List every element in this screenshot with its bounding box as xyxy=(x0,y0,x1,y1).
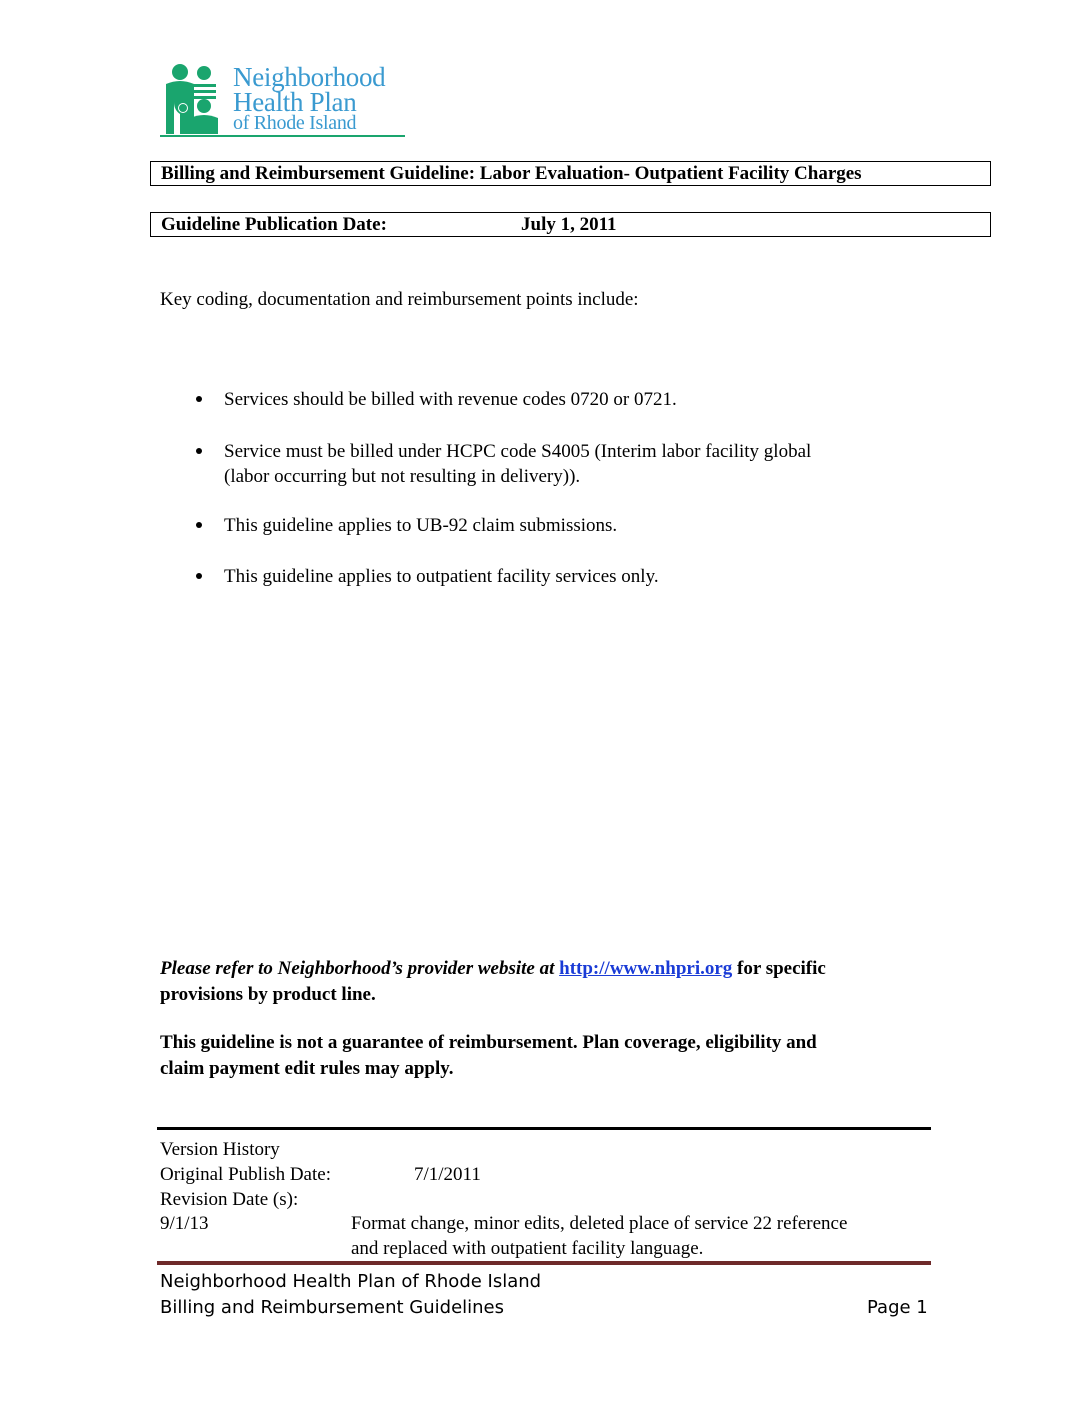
bullet-line: Service must be billed under HCPC code S4005 (Interim labor facility global xyxy=(224,441,812,462)
bullet-item xyxy=(224,439,924,489)
original-publish-value: 7/1/2011 xyxy=(414,1164,481,1185)
revision-date: 9/1/13 xyxy=(160,1213,209,1234)
revision-line-1: Format change, minor edits, deleted place of service 22 reference xyxy=(351,1213,848,1234)
guarantee-line-2: claim payment edit rules may apply. xyxy=(160,1058,454,1079)
bullet-dot-icon xyxy=(196,396,202,402)
publication-date-label: Guideline Publication Date: xyxy=(161,214,387,235)
bullet-line: This guideline applies to UB-92 claim submissions. xyxy=(224,515,618,536)
revision-description xyxy=(351,1211,847,1261)
guarantee-note xyxy=(160,1030,920,1082)
footer-organization: Neighborhood Health Plan of Rhode Island xyxy=(160,1271,542,1292)
original-publish-label: Original Publish Date: xyxy=(160,1164,331,1185)
logo-line-3: of Rhode Island xyxy=(233,112,357,134)
bullet-item xyxy=(224,513,924,538)
version-history-top-rule xyxy=(157,1127,931,1130)
bullet-dot-icon xyxy=(196,448,202,454)
bullet-dot-icon xyxy=(196,573,202,579)
bullet-dot-icon xyxy=(196,522,202,528)
footer-document-type: Billing and Reimbursement Guidelines xyxy=(160,1297,505,1318)
intro-text: Key coding, documentation and reimbursement points include: xyxy=(160,289,639,310)
publication-date-box xyxy=(150,212,991,237)
refer-line-2: provisions by product line. xyxy=(160,984,376,1005)
bullet-item xyxy=(224,564,924,589)
refer-prefix: Please refer to Neighborhood’s provider website at xyxy=(160,958,555,979)
publication-date-value: July 1, 2011 xyxy=(521,214,617,235)
provider-website-link[interactable]: http://www.nhpri.org xyxy=(559,958,733,979)
logo-line-1: Neighborhood xyxy=(233,62,386,92)
bullet-item xyxy=(224,387,924,412)
page-number: Page 1 xyxy=(867,1297,928,1318)
refer-note xyxy=(160,956,920,1008)
logo-line-2: Health Plan xyxy=(233,87,357,117)
guarantee-line-1: This guideline is not a guarantee of reimbursement. Plan coverage, eligibility and xyxy=(160,1032,817,1053)
footer-divider xyxy=(157,1261,931,1265)
version-history-heading: Version History xyxy=(160,1139,280,1160)
guideline-title: Billing and Reimbursement Guideline: Labor Evaluation- Outpatient Facility Charges xyxy=(161,163,862,184)
bullet-line: (labor occurring but not resulting in delivery)). xyxy=(224,466,581,487)
bullet-line: Services should be billed with revenue codes 0720 or 0721. xyxy=(224,389,677,410)
family-figures-icon xyxy=(160,62,232,134)
revision-date-label: Revision Date (s): xyxy=(160,1189,299,1210)
revision-line-2: and replaced with outpatient facility language. xyxy=(351,1238,704,1259)
bullet-line: This guideline applies to outpatient facility services only. xyxy=(224,566,659,587)
guideline-title-box xyxy=(150,161,991,186)
refer-suffix: for specific xyxy=(737,958,826,979)
company-logo xyxy=(160,62,410,138)
logo-underline xyxy=(160,135,405,137)
